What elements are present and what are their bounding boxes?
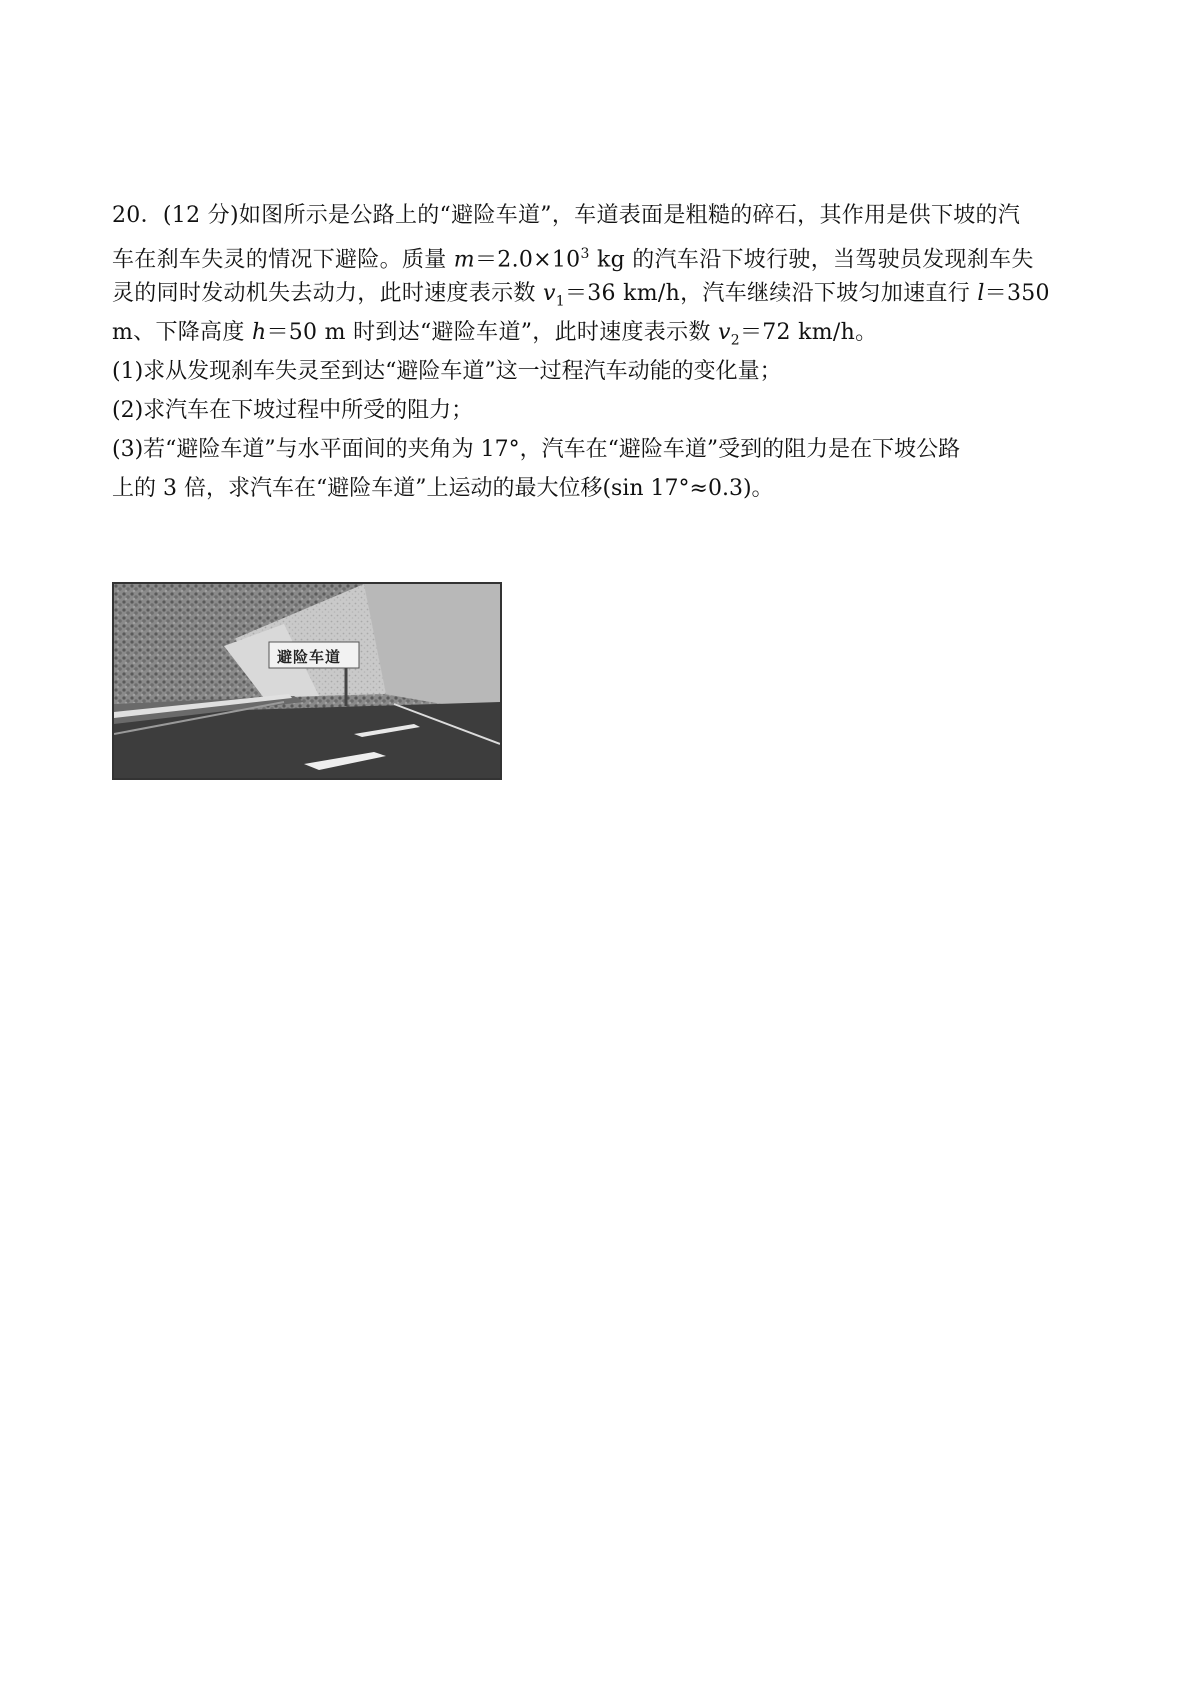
velocity-variable: v <box>543 281 556 306</box>
height-variable: h <box>251 320 267 345</box>
question-stem <box>112 196 1102 352</box>
sub-question-2: (2)求汽车在下坡过程中所受的阻力； <box>112 398 474 423</box>
stem-line-1: 20．(12 分)如图所示是公路上的“避险车道”，车道表面是粗糙的碎石，其作用是供下坡的汽 <box>112 203 1021 228</box>
sub-question-3-line-2: 上的 3 倍，求汽车在“避险车道”上运动的最大位移(sin 17°≈0.3)。 <box>112 476 774 501</box>
sign-text: 避险车道 <box>277 648 342 666</box>
stem-line-3: 灵的同时发动机失去动力，此时速度表示数 $v_1=36$ km/h，汽车继续沿下坡匀加速直行 l＝350 <box>112 281 1050 310</box>
sub-question-1: (1)求从发现刹车失灵至到达“避险车道”这一过程汽车动能的变化量； <box>112 359 782 384</box>
question-block <box>112 196 1102 508</box>
velocity-variable: v <box>717 320 731 345</box>
sub-question-3-line-1: (3)若“避险车道”与水平面间的夹角为 17°，汽车在“避险车道”受到的阻力是在下坡公路 <box>112 437 961 462</box>
stem-line-2: 车在刹车失灵的情况下避险。质量 $m=2.0\times 10^3$ kg 的汽车沿下坡行驶，当驾驶员发现刹车失 <box>112 246 1034 273</box>
stem-line-4: m、下降高度 h＝50 m 时到达“避险车道”，此时速度表示数 $v_2=72$ km/h。 <box>112 320 878 349</box>
length-variable: l <box>977 281 985 306</box>
escape-lane-illustration <box>114 584 500 778</box>
escape-lane-photo <box>112 582 502 780</box>
mass-variable: m <box>453 247 475 273</box>
